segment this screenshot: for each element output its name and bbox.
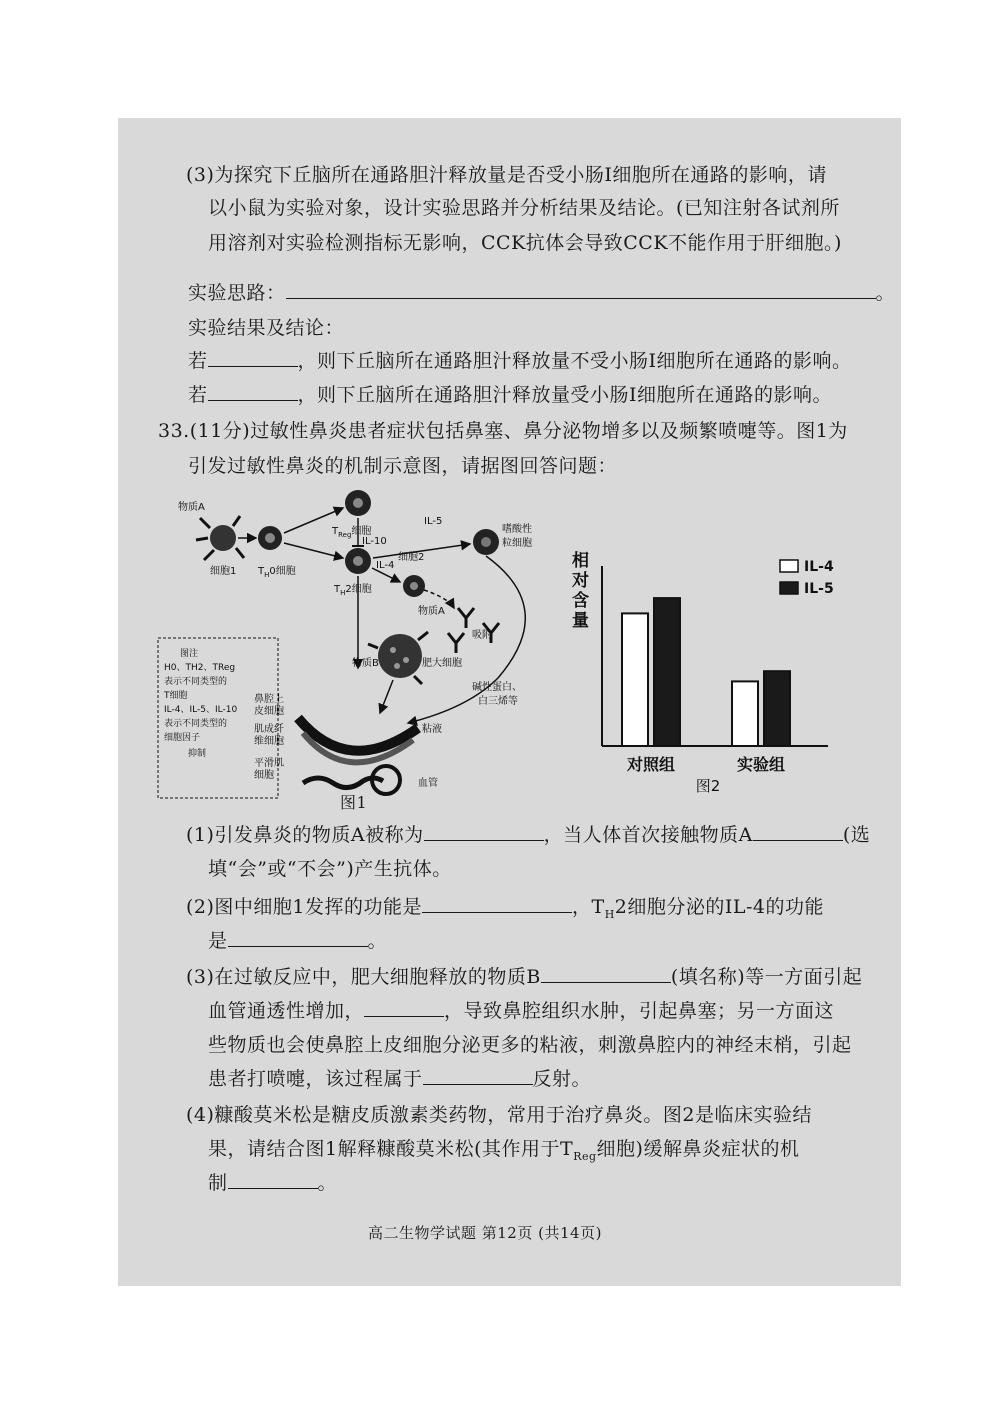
fig1-adsorb: 吸附 [472,630,492,641]
treg-cell-icon [345,490,371,516]
result-if-b-row: 若 ，则下丘脑所在通路胆汁释放量受小肠Ⅰ细胞所在通路的影响。 [188,384,833,406]
legend-line5: 表示不同类型的 [164,719,228,729]
fig1-th0: $T_H0$细胞 [258,566,296,579]
q33-4-blank[interactable] [228,1188,318,1189]
page-footer: 高二生物学试题 第12页 (共14页) [368,1224,602,1242]
q33-3-blank-a[interactable] [541,982,671,983]
fig1-fib-2: 维细胞 [254,736,284,747]
q32-3-line2: 以小鼠为实验对象，设计实验思路并分析结果及结论。(已知注射各试剂所 [208,197,840,219]
legend-swatch-il-5 [780,582,798,594]
q33-1-blank-a[interactable] [424,840,544,841]
fig1-cell1: 细胞1 [210,566,237,577]
category-label-1: 实验组 [736,755,786,774]
cell2-icon [403,575,425,597]
q33-3-blank-b[interactable] [364,1016,444,1017]
fig1-il5: IL-5 [424,516,443,527]
result-if-a-row: 若 ，则下丘脑所在通路胆汁释放量不受小肠Ⅰ细胞所在通路的影响。 [188,350,852,372]
bar-il-4-0 [622,613,648,746]
q33-2-blank-b[interactable] [228,946,368,947]
legend-line7: 抑制 [188,749,207,759]
cell1-dendritic-icon [196,516,244,560]
result-label: 实验结果及结论： [188,317,345,339]
th2-cell-icon [345,548,371,574]
result-if-a-blank[interactable] [208,366,298,367]
th0-cell-icon [258,526,282,550]
q33-2-row1: (2)图中细胞1发挥的功能是 ，$T_H2$细胞分泌的IL-4的功能 [186,896,825,921]
legend-label-il-4: IL-4 [804,559,834,575]
legend-swatch-il-4 [780,560,798,572]
fig1-basic-2: 白三烯等 [478,696,518,707]
q33-intro-line2: 引发过敏性鼻炎的机制示意图，请据图回答问题： [188,455,618,477]
fig1-smooth-1: 平滑肌 [254,758,284,769]
q33-3-row4: 患者打喷嚏，该过程属于 反射。 [208,1068,592,1090]
bar-il-5-0 [654,598,680,746]
fig1-substance-a: 物质A [178,502,205,513]
exam-page [118,118,901,1286]
figure2-chart [558,546,858,796]
fig1-epi-2: 皮细胞 [254,706,284,717]
legend-line2: 表示不同类型的 [164,677,228,687]
fig1-basic-1: 碱性蛋白、 [472,682,522,693]
q33-3-row2: 血管通透性增加， ，导致鼻腔组织水肿，引起鼻塞；另一方面这 [208,1000,835,1022]
q33-4-row1: (4)糠酸莫米松是糖皮质激素类药物，常用于治疗鼻炎。图2是临床实验结 [186,1104,813,1126]
fig1-epi-1: 鼻腔上 [254,694,284,705]
q33-3-blank-c[interactable] [423,1084,533,1085]
fig1-il10: IL-10 [362,536,387,547]
q32-3-line1: (3)为探究下丘脑所在通路胆汁释放量是否受小肠Ⅰ细胞所在通路的影响，请 [186,164,827,186]
category-label-0: 对照组 [626,755,676,774]
q33-4-row3: 制 。 [208,1172,338,1194]
q33-1-blank-b[interactable] [753,840,843,841]
fig1-smooth-2: 细胞 [254,770,274,781]
experiment-idea-row: 实验思路： 。 [188,282,896,304]
result-if-b-blank[interactable] [208,400,298,401]
fig1-treg: $T_{Reg}$细胞 [332,526,372,539]
q33-2-blank-a[interactable] [422,912,572,913]
q33-1-row2: 填“会”或“不会”)产生抗体。 [208,858,452,880]
fig1-vessel: 血管 [418,778,438,789]
q33-3-row1: (3)在过敏反应中，肥大细胞释放的物质B (填名称)等一方面引起 [186,966,863,988]
fig1-th2: $T_H2$细胞 [334,584,372,597]
figure1-caption: 图1 [340,793,368,812]
chart-title: 图2 [695,777,721,795]
eosinophil-icon [473,529,499,555]
fig1-mucus: 粘液 [422,724,442,735]
fig1-mast-cell: 肥大细胞 [422,658,462,669]
legend-line6: 细胞因子 [164,733,201,743]
chart-ylabel: 相对含量 [572,551,589,631]
fig1-substance-a2: 物质A [418,606,445,617]
q33-1-row1: (1)引发鼻炎的物质A被称为 ，当人体首次接触物质A (选 [186,824,871,846]
legend-line3: T细胞 [164,691,188,701]
experiment-idea-label: 实验思路： [188,282,286,304]
fig1-substance-b: 物质B [352,658,379,669]
fig1-eosinophil-1: 嗜酸性 [502,524,532,535]
legend-line4: IL-4、IL-5、IL-10 [164,705,238,715]
fig1-cell2: 细胞2 [398,552,425,563]
q33-3-row3: 些物质也会使鼻腔上皮细胞分泌更多的粘液，刺激鼻腔内的神经末梢，引起 [208,1034,852,1056]
fig1-fib-1: 肌成纤 [254,724,284,735]
fig1-il4: IL-4 [376,560,395,571]
q33-4-row2: 果，请结合图1解释糠酸莫米松(其作用于$T_{Reg}$细胞)缓解鼻炎症状的机 [208,1138,800,1163]
q33-intro-line1: 33.(11分)过敏性鼻炎患者症状包括鼻塞、鼻分泌物增多以及频繁喷嚏等。图1为 [158,420,848,442]
bar-il-5-1 [764,671,790,746]
fig1-eosinophil-2: 粒细胞 [502,538,532,549]
bar-il-4-1 [732,681,758,746]
experiment-idea-blank[interactable] [286,298,876,299]
q33-2-row2: 是 。 [208,930,388,952]
legend-line1: H0、TH2、TReg [164,663,236,673]
legend-title: 图注 [180,649,199,659]
q32-3-line3: 用溶剂对实验检测指标无影响，CCK抗体会导致CCK不能作用于肝细胞。) [208,232,842,254]
legend-label-il-5: IL-5 [804,581,834,597]
